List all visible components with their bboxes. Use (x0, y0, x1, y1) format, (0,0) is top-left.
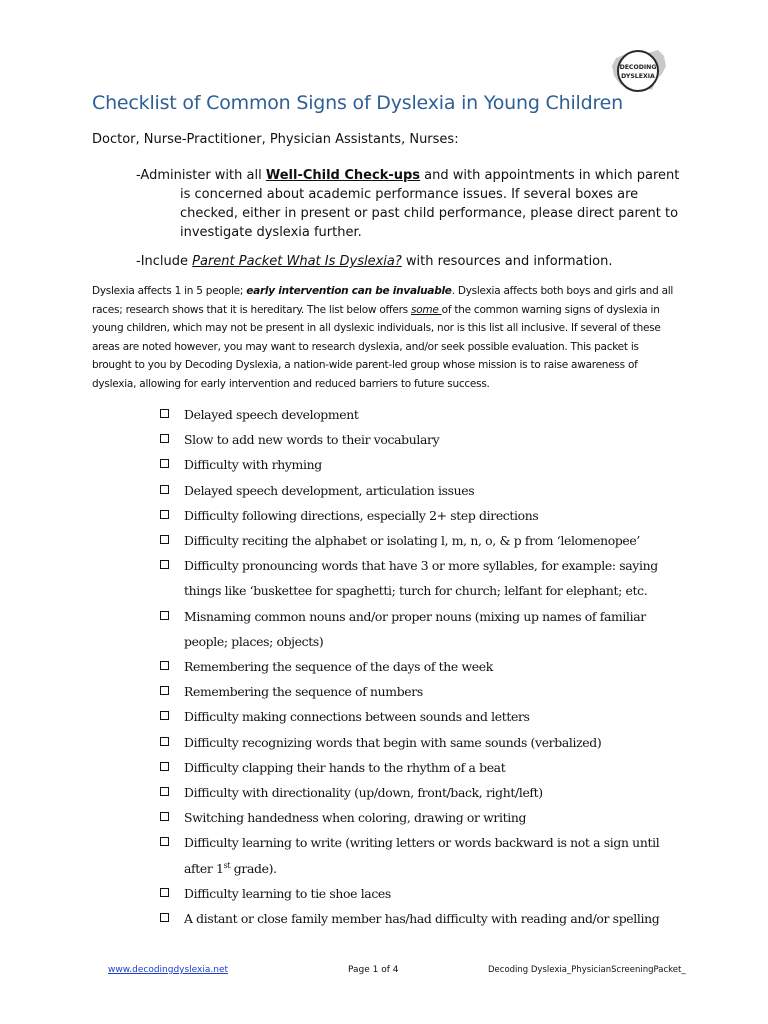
checkbox[interactable] (160, 661, 169, 670)
checkbox[interactable] (160, 837, 169, 846)
footer-document-name: Decoding Dyslexia_PhysicianScreeningPacket_ (488, 965, 686, 975)
checklist-item (160, 906, 700, 931)
checklist-item-continuation: people; places; objects) (184, 633, 324, 649)
checklist-item-label: Delayed speech development (184, 407, 359, 422)
checklist-item-label: Difficulty reciting the alphabet or isolating l, m, n, o, & p from ‘lelomenopee’ (184, 533, 640, 549)
page-title: Checklist of Common Signs of Dyslexia in Young Children (92, 92, 624, 114)
checklist-item (160, 528, 700, 553)
checklist-item (160, 553, 700, 603)
intro-emphasis: early intervention can be invaluable (246, 285, 452, 297)
checklist-item (160, 654, 700, 679)
administer-instruction (136, 166, 679, 242)
checkbox[interactable] (160, 485, 169, 494)
checkbox[interactable] (160, 611, 169, 620)
logo-text-line1: DECODING (619, 64, 657, 71)
intro-line-3: young children, which may not be present in all dyslexic individuals, nor is this list all inclusive. If several of these (92, 322, 661, 334)
checkbox[interactable] (160, 459, 169, 468)
checklist-item (160, 503, 700, 528)
intro-line-2 (92, 301, 682, 320)
checkbox[interactable] (160, 409, 169, 418)
logo-text-line2: DYSLEXIA (621, 73, 655, 80)
checkbox[interactable] (160, 888, 169, 897)
checklist-item-label: Difficulty recognizing words that begin with same sounds (verbalized) (184, 734, 602, 750)
intro-text: Dyslexia affects 1 in 5 people; (92, 285, 247, 297)
checkbox[interactable] (160, 560, 169, 569)
intro-line-4: areas are noted however, you may want to research dyslexia, and/or seek possible evaluation. This packet is (92, 340, 639, 353)
footer-page-number: Page 1 of 4 (348, 965, 399, 975)
checkbox[interactable] (160, 510, 169, 519)
administer-suffix: and with appointments in which parent (420, 168, 680, 183)
intro-line-5: brought to you by Decoding Dyslexia, a nation-wide parent-led group whose mission is to raise awareness of (92, 359, 638, 371)
checkbox[interactable] (160, 686, 169, 695)
checklist-item-label: Difficulty learning to write (writing letters or words backward is not a sign until (184, 835, 660, 851)
checklist-item-label: Difficulty pronouncing words that have 3 or more syllables, for example: saying (184, 558, 658, 574)
checkbox[interactable] (160, 434, 169, 443)
checklist-item (160, 830, 700, 880)
checkbox[interactable] (160, 737, 169, 746)
administer-line-2: is concerned about academic performance issues. If several boxes are (180, 187, 639, 202)
checklist-item (160, 452, 700, 477)
checklist-item-label: Difficulty with rhyming (184, 457, 322, 473)
include-suffix: with resources and information. (401, 254, 613, 269)
checklist-item-label: Difficulty learning to tie shoe laces (184, 885, 391, 901)
checkbox[interactable] (160, 913, 169, 922)
checklist-item (160, 780, 700, 805)
checklist-item-continuation (184, 856, 700, 881)
checklist-item-text: grade). (230, 860, 277, 876)
checklist-item-label: Difficulty making connections between sounds and letters (184, 709, 530, 725)
intro-line-1 (92, 282, 682, 301)
checkbox[interactable] (160, 535, 169, 544)
checklist-item-label: Slow to add new words to their vocabulary (184, 432, 440, 448)
parent-packet-link[interactable]: Parent Packet What Is Dyslexia? (192, 254, 402, 269)
checkbox[interactable] (160, 812, 169, 821)
checklist-item-label: Switching handedness when coloring, drawing or writing (184, 810, 527, 826)
well-child-emphasis: Well-Child Check-ups (265, 168, 421, 183)
include-instruction (136, 254, 613, 269)
checklist-item-label: A distant or close family member has/had difficulty with reading and/or spelling (184, 911, 660, 927)
checklist-item-text: after 1 (184, 860, 224, 876)
administer-line-3: checked, either in present or past child performance, please direct parent to (180, 206, 679, 221)
checklist-item (160, 730, 700, 755)
checklist-item (160, 805, 700, 830)
checklist-item (160, 402, 700, 427)
intro-line-6: dyslexia, allowing for early intervention and reduced barriers to future success. (92, 377, 490, 390)
checklist-item-label: Difficulty following directions, especially 2+ step directions (184, 507, 539, 523)
checklist-item (160, 478, 700, 503)
administer-line-4: investigate dyslexia further. (180, 225, 362, 240)
checklist-item (160, 704, 700, 729)
include-prefix: -Include (136, 254, 193, 269)
footer-website-link[interactable]: www.decodingdyslexia.net (108, 965, 229, 975)
checklist-item-label: Remembering the sequence of the days of the week (184, 659, 493, 675)
checkbox[interactable] (160, 787, 169, 796)
audience-line: Doctor, Nurse-Practitioner, Physician Assistants, Nurses: (92, 132, 459, 147)
checklist-item (160, 604, 700, 654)
intro-some-emphasis: some (410, 303, 442, 316)
checkbox[interactable] (160, 711, 169, 720)
intro-paragraph (92, 282, 682, 393)
administer-prefix: -Administer with all (136, 168, 266, 183)
intro-text: . Dyslexia affects both boys and girls and all (451, 285, 674, 297)
checklist-item-label: Remembering the sequence of numbers (184, 684, 423, 700)
checklist-item (160, 755, 700, 780)
checklist-item-label: Difficulty clapping their hands to the rhythm of a beat (184, 759, 506, 775)
checkbox[interactable] (160, 762, 169, 771)
checklist-item-label: Difficulty with directionality (up/down, front/back, right/left) (184, 785, 543, 801)
intro-text: races; research shows that it is hereditary. The list below offers (92, 303, 411, 316)
signs-checklist (160, 402, 700, 931)
checklist-item (160, 881, 700, 906)
checklist-item (160, 679, 700, 704)
checklist-item-label: Misnaming common nouns and/or proper nouns (mixing up names of familiar (184, 608, 646, 624)
checklist-item-continuation: things like ‘buskettee for spaghetti; turch for church; lelfant for elephant; etc. (184, 583, 648, 599)
checklist-item-label: Delayed speech development, articulation issues (184, 482, 475, 498)
ordinal-suffix: st (223, 860, 231, 870)
checklist-item (160, 427, 700, 452)
intro-text: of the common warning signs of dyslexia in (441, 303, 660, 316)
